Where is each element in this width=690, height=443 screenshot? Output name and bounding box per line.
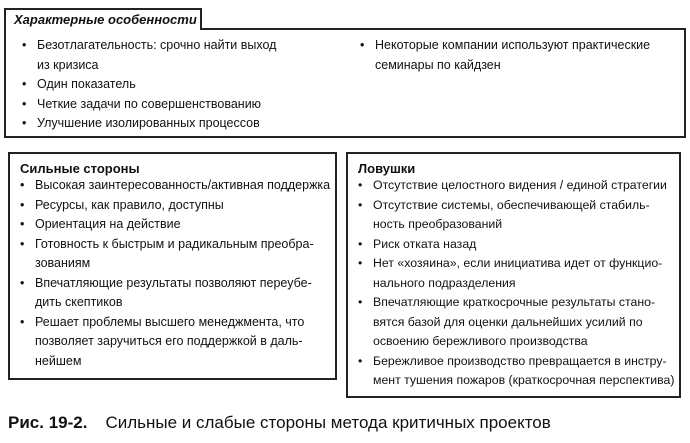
pitfalls-item-text: Нет «хозяина», если инициатива идет от функцио- нального подразделения (373, 256, 663, 290)
strengths-item-text: Высокая заинтересованность/активная поддержка (35, 178, 331, 192)
strengths-item (20, 313, 332, 372)
strengths-item-text: Готовность к быстрым и радикальным преобра- зованиям (35, 236, 314, 270)
bullet-icon: • (358, 256, 363, 270)
characteristics-item (22, 114, 352, 134)
characteristics-title: Характерные особенности (14, 12, 197, 27)
strengths-item (20, 176, 332, 196)
characteristics-item (22, 36, 352, 75)
characteristics-item (22, 95, 352, 115)
strengths-title: Сильные стороны (20, 161, 140, 176)
bullet-icon: • (20, 236, 25, 251)
bullet-icon: • (20, 275, 25, 290)
pitfalls-item (358, 254, 678, 293)
strengths-item (20, 215, 332, 235)
characteristics-item-text: Улучшение изолированных процессов (37, 116, 260, 130)
strengths-item (20, 274, 332, 313)
characteristics-item (360, 36, 680, 75)
characteristics-item-text: Безотлагательность: срочно найти выход из кризиса (37, 38, 277, 72)
strengths-item-text: Впечатляющие результаты позволяют переубе- дить скептиков (35, 275, 312, 309)
pitfalls-item (358, 235, 678, 255)
characteristics-left-list (22, 36, 352, 134)
bullet-icon: • (22, 38, 27, 52)
bullet-icon: • (358, 197, 363, 212)
characteristics-item-text: Четкие задачи по совершенствованию (37, 96, 262, 111)
bullet-icon: • (22, 116, 27, 130)
pitfalls-item-text: Отсутствие целостного видения / единой стратегии (373, 178, 667, 192)
strengths-item (20, 196, 332, 216)
pitfalls-item (358, 293, 678, 352)
bullet-icon: • (20, 314, 25, 329)
characteristics-item-text: Некоторые компании используют практические семинары по кайдзен (375, 38, 651, 72)
pitfalls-list (358, 176, 678, 391)
strengths-list (20, 176, 332, 371)
figure-caption-text: Сильные и слабые стороны метода критичных проектов (105, 413, 551, 432)
figure-number: Рис. 19-2. (8, 413, 88, 432)
characteristics-item (22, 75, 352, 95)
pitfalls-item (358, 176, 678, 196)
bullet-icon: • (358, 236, 363, 251)
pitfalls-item-text: Впечатляющие краткосрочные результаты стано- вятся базой для оценки дальнейших усилий по освоению бережливого производства (373, 295, 656, 348)
bullet-icon: • (20, 197, 25, 212)
figure-caption (8, 412, 551, 434)
strengths-item (20, 235, 332, 274)
bullet-icon: • (360, 38, 365, 52)
pitfalls-title: Ловушки (358, 161, 416, 176)
pitfalls-item-text: Бережливое производство превращается в инстру- мент тушения пожаров (краткосрочная перспектива) (373, 353, 675, 387)
bullet-icon: • (358, 178, 363, 192)
bullet-icon: • (20, 178, 25, 192)
characteristics-right-list (360, 36, 680, 75)
pitfalls-item-text: Отсутствие системы, обеспечивающей стабиль- ность преобразований (373, 197, 650, 231)
bullet-icon: • (358, 295, 363, 309)
pitfalls-item (358, 352, 678, 391)
bullet-icon: • (22, 77, 27, 91)
strengths-item-text: Решает проблемы высшего менеджмента, что позволяет заручиться его поддержкой в даль- нейшем (35, 314, 305, 368)
characteristics-top-rule (200, 28, 686, 30)
bullet-icon: • (20, 217, 25, 231)
bullet-icon: • (358, 353, 363, 368)
bullet-icon: • (22, 96, 27, 111)
strengths-item-text: Ресурсы, как правило, доступны (35, 197, 224, 212)
characteristics-item-text: Один показатель (37, 77, 136, 91)
pitfalls-item (358, 196, 678, 235)
pitfalls-item-text: Риск отката назад (373, 236, 477, 251)
strengths-item-text: Ориентация на действие (35, 217, 181, 231)
